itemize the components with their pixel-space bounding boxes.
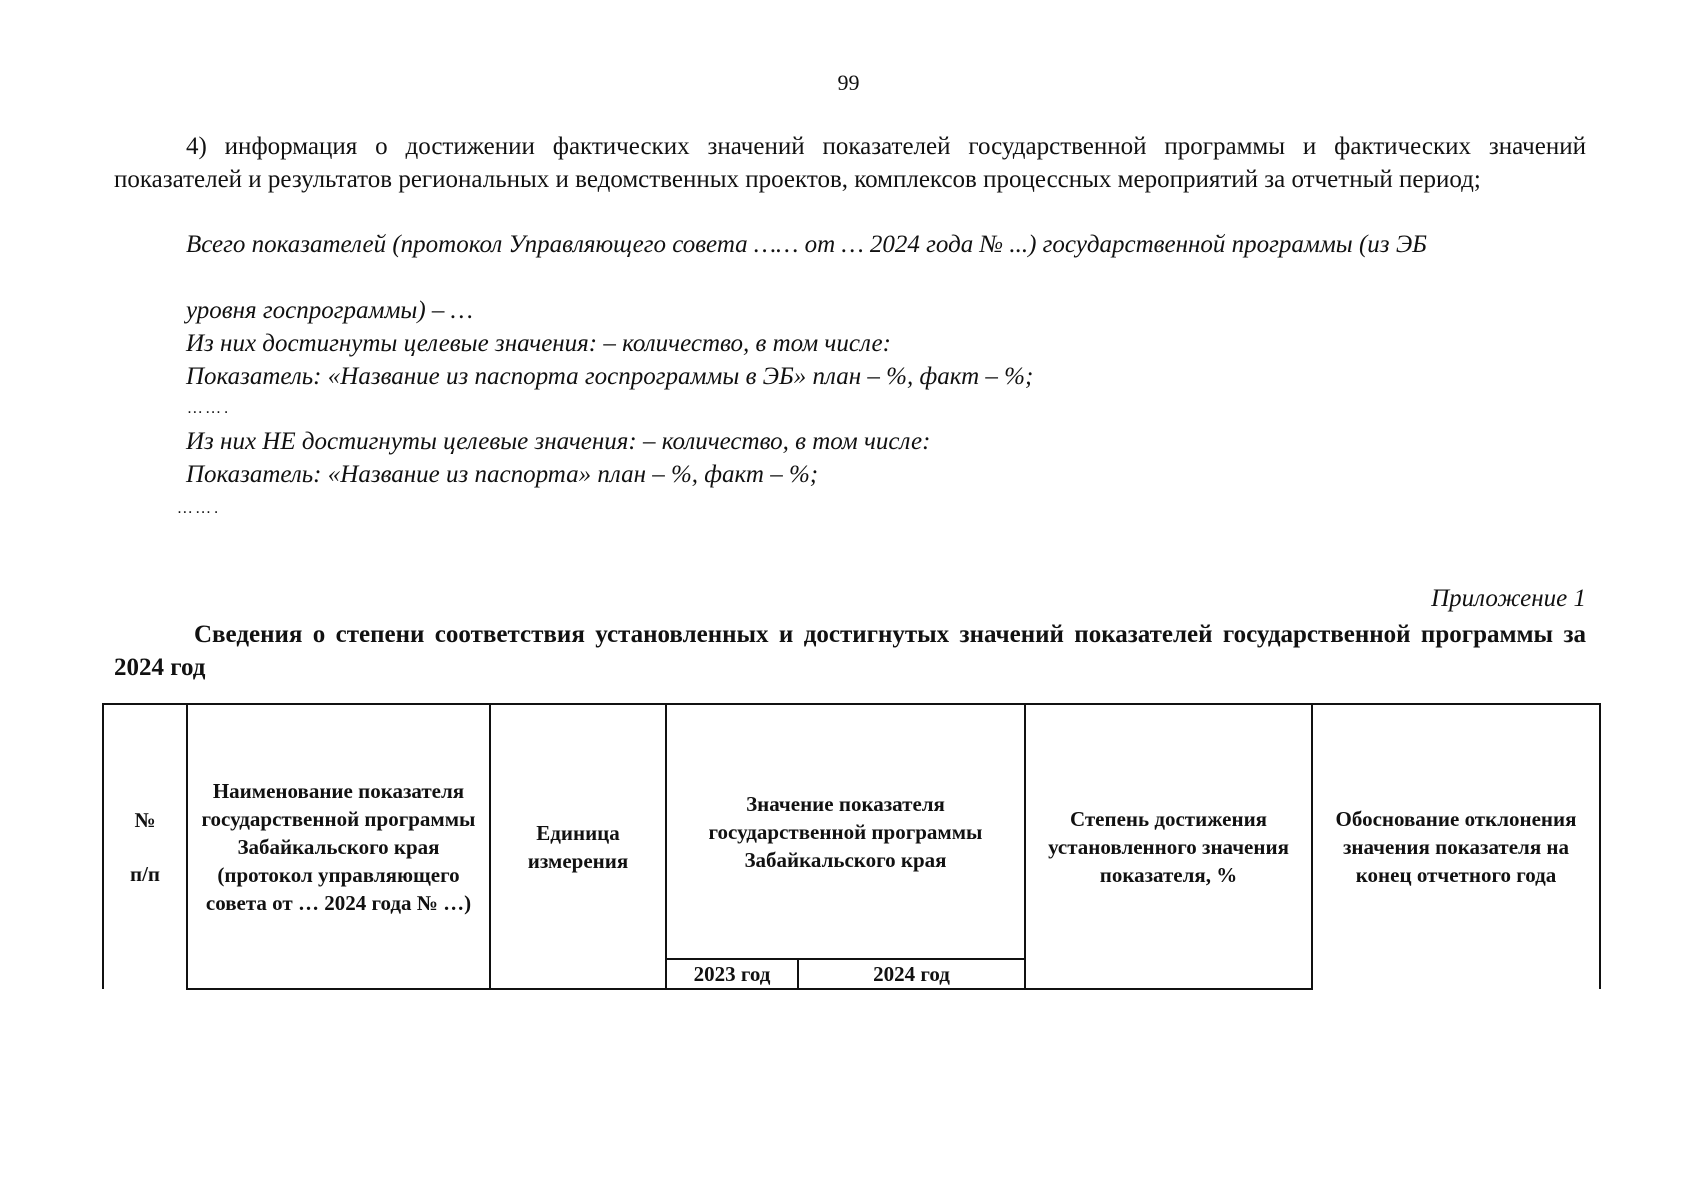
header-indicator-value: Значение показателя государственной программы Забайкальского края — [666, 704, 1025, 959]
achieved-ellipsis: … … . — [188, 400, 229, 417]
indicators-table — [102, 703, 1601, 990]
header-justification: Обоснование отклонения значения показателя на конец отчетного года — [1312, 704, 1600, 989]
appendix-label: Приложение 1 — [1431, 585, 1586, 612]
header-number-pp: п/п — [129, 862, 161, 886]
not-achieved-ellipsis: … … . — [178, 500, 219, 517]
header-unit: Единица измерения — [490, 704, 666, 989]
header-number — [103, 704, 187, 989]
header-number-sign: № — [134, 808, 156, 832]
paragraph-4: 4) информация о достижении фактических значений показателей государственной программы и фактических значений показателей и результатов региональных и ведомственных проектов, комплексов процессных мероприятий за отчетный период; — [114, 133, 1586, 193]
header-degree: Степень достижения установленного значения показателя, % — [1025, 704, 1312, 989]
achieved-item-line: Показатель: «Название из паспорта госпрограммы в ЭБ» план – %, факт – %; — [186, 363, 1034, 390]
total-indicators-line: Всего показателей (протокол Управляющего совета …… от … 2024 года № ...) государственной программы (из ЭБ — [186, 231, 1427, 258]
not-achieved-header-line: Из них НЕ достигнуты целевые значения: – количество, в том числе: — [186, 428, 931, 455]
not-achieved-item-line: Показатель: «Название из паспорта» план – %, факт – %; — [186, 461, 819, 488]
table-title: Сведения о степени соответствия установленных и достигнутых значений показателей государственной программы за 2024 год — [114, 621, 1586, 681]
header-indicator-name: Наименование показателя государственной программы Забайкальского края (протокол управляющего совета от … 2024 года № …) — [187, 704, 490, 989]
header-year-2023: 2023 год — [666, 959, 798, 989]
header-year-2024: 2024 год — [798, 959, 1025, 989]
program-level-line: уровня госпрограммы) – … — [186, 297, 473, 324]
page-number: 99 — [837, 70, 860, 95]
table-header-row — [103, 704, 1600, 959]
achieved-header-line: Из них достигнуты целевые значения: – количество, в том числе: — [186, 330, 891, 357]
